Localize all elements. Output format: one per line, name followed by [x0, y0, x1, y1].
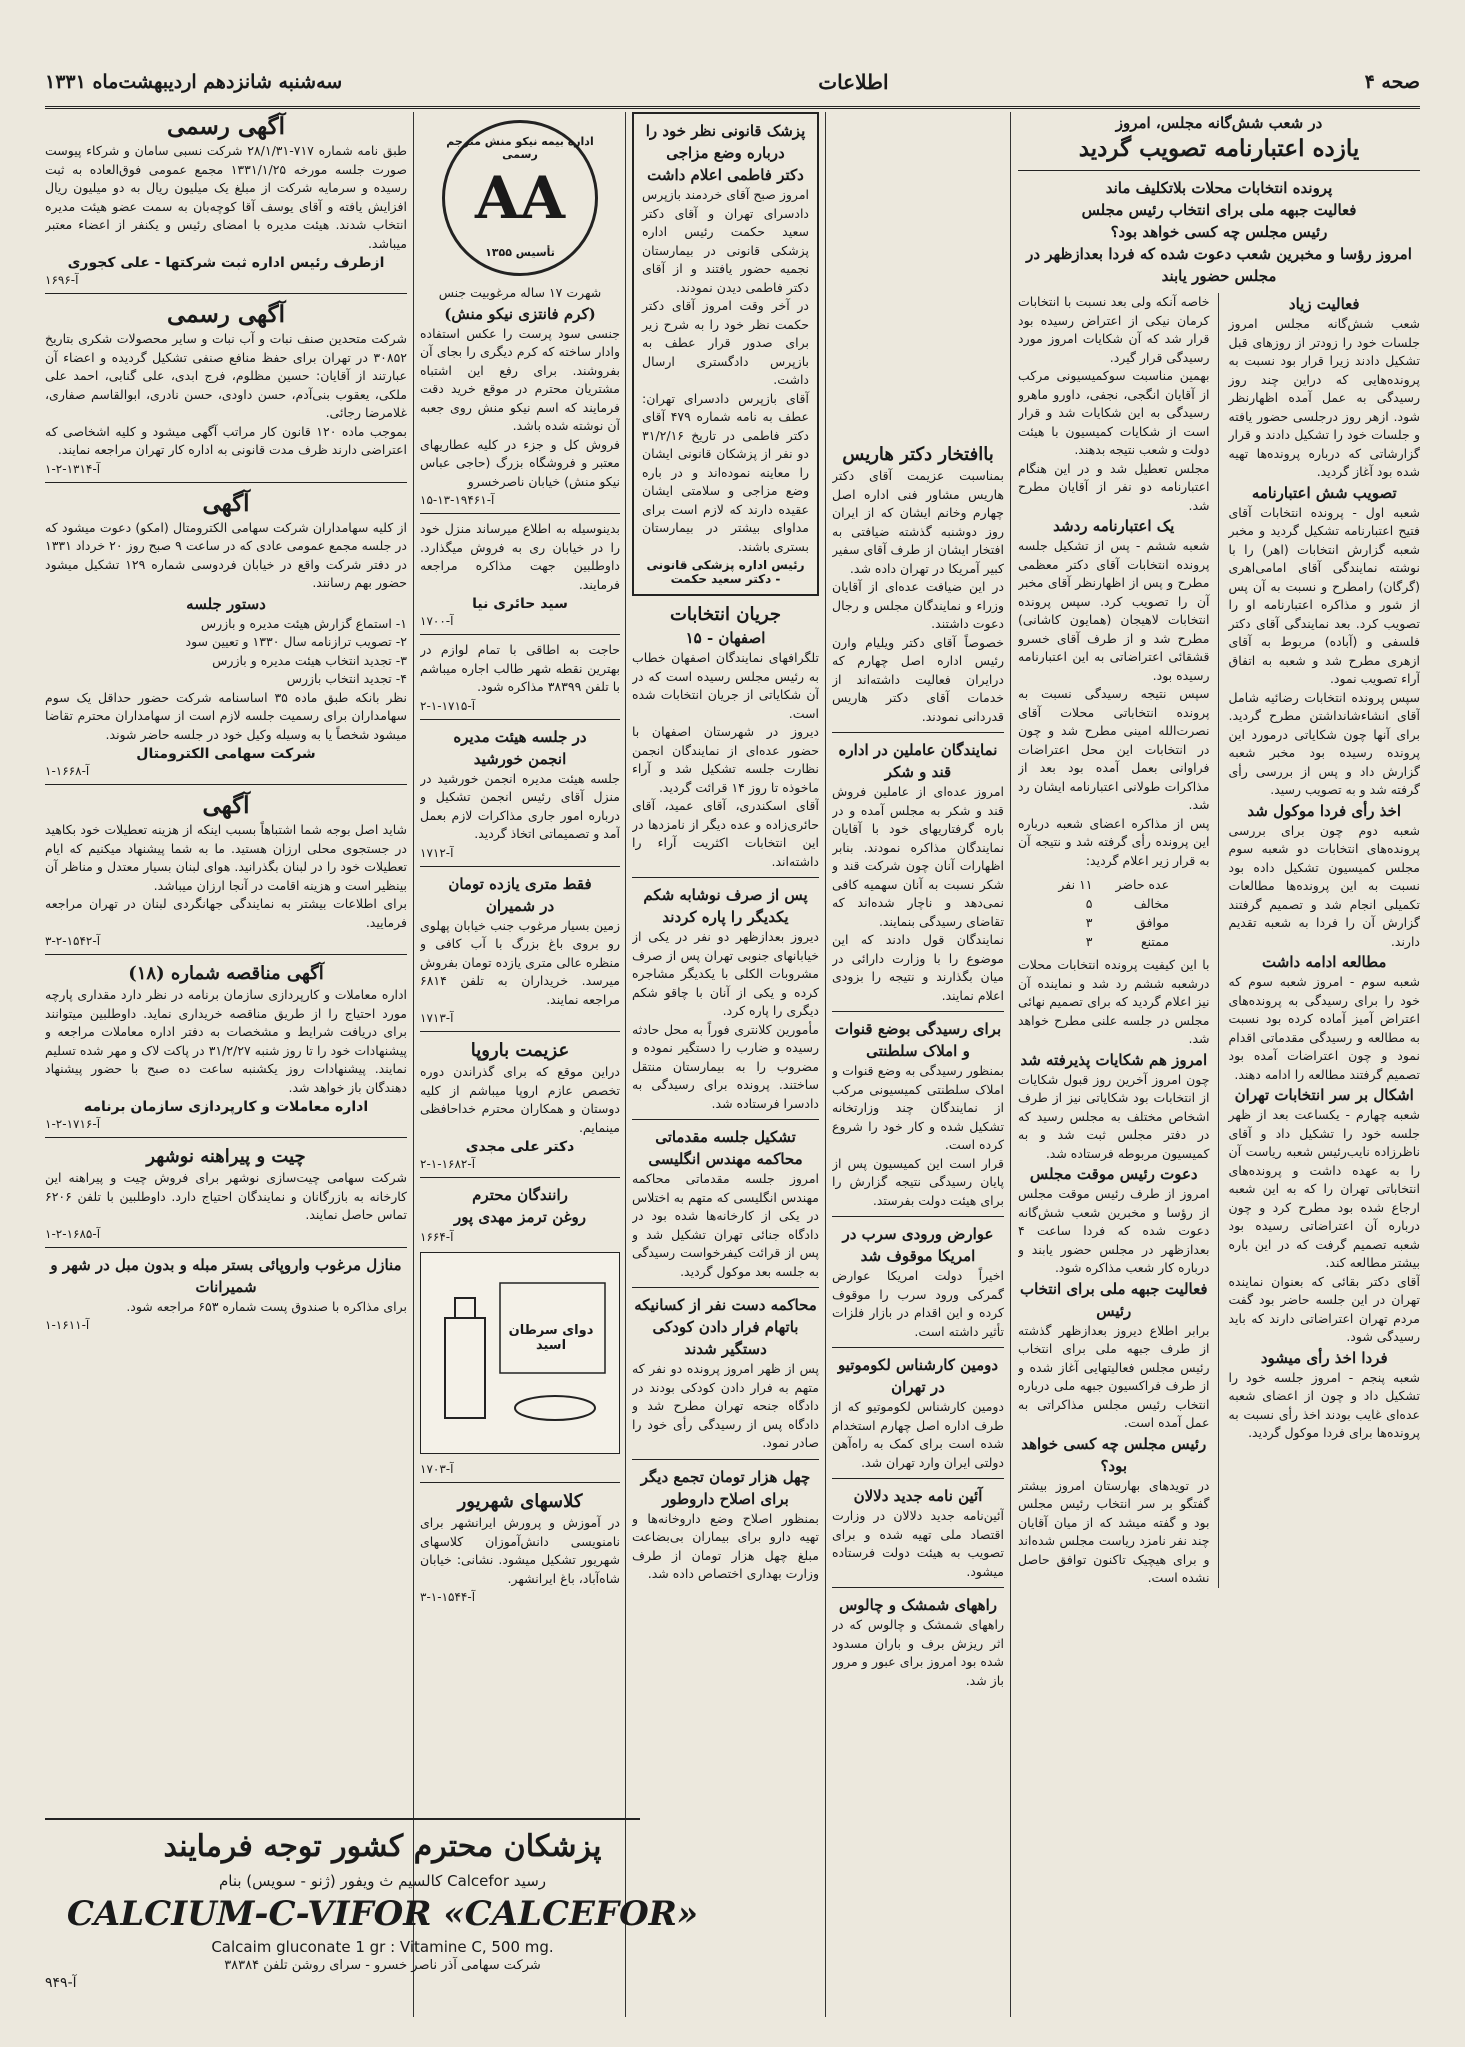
- paragraph: برای اطلاعات بیشتر به نمایندگی جهانگردی لبنان در تهران مراجعه فرمایید.: [45, 896, 407, 930]
- divider: [832, 1216, 1004, 1217]
- section-heading: مطالعه ادامه داشت: [1262, 953, 1387, 971]
- paragraph: قرار است این کمیسیون پس از پایان رسیدگی نتیجه گزارش را برای هیئت دولت بفرستد.: [832, 1155, 1004, 1208]
- paragraph: دراین موقع که برای گذراندن دوره تخصص عازم اروپا میباشم از کلیه دوستان و همکاران محترم خداحافظی مینمایم.: [420, 1064, 620, 1135]
- paragraph: با این کیفیت پرونده انتخابات محلات درشعبه ششم رد شد و نماینده آن نیز اعلام گردید که برای تصمیم نهائی مجلس در جلسه علنی مطرح خواهد شد.: [1018, 957, 1210, 1046]
- headline: پس از صرف نوشابه شکم: [643, 886, 808, 904]
- ad-ref: آ-۱۹۴۶۱-۱۳-۱۵: [420, 493, 495, 507]
- two-column-body: [1018, 293, 1420, 1588]
- paragraph: سپس پرونده انتخابات رضائیه شامل آقای انشاءشانداشتن مطرح گردید. برای آنها چون شکایاتی درمورد این پرونده رسیده بود مخبر شعبه گزارش داد و پس از بررسی رأی گرفته شد و به تصویب رسید.: [1228, 689, 1420, 797]
- header-rule: [45, 106, 1420, 109]
- section-heading: رئیس مجلس چه کسی خواهد بود؟: [1021, 1434, 1207, 1475]
- headline: یکدیگر را پاره کردند: [662, 908, 789, 926]
- paragraph: شعبه اول - پرونده انتخابات آقای فتیح اعتبارنامه تشکیل گردید و مخبر شعبه گزارش انتخابات (اهر) را با نوشته نمایندگی آقای امامی‌اهری (گرگان) رامطرح و نسبت به آن پس از شور و مذاکره اعتبارنامه او را تصویب کرد. بعد نمایندگی آقای دکتر فلسفی و (آباده) مربوط به آقای ازهری مطرح شد و شعبه به اتفاق آراء تصویب نمود.: [1228, 504, 1420, 686]
- ad-title: منازل مرغوب واروپائی بستر مبله و بدون مبل در شهر و شمیرانات: [50, 1255, 402, 1296]
- medicine-bottle-icon: [425, 1258, 615, 1448]
- agenda-item: ۲- تصویب ترازنامه سال ۱۳۳۰ و تعیین سود: [185, 634, 407, 649]
- divider: [45, 784, 407, 785]
- divider: [832, 732, 1004, 733]
- divider: [45, 1137, 407, 1138]
- ad-title: آگهی رسمی: [167, 301, 285, 328]
- divider: [420, 1177, 620, 1178]
- agenda-item: ۴- تجدید انتخاب بازرس: [286, 671, 407, 686]
- headline: نمایندگان عاملین در اداره قند و شکر: [838, 741, 998, 781]
- paragraph: شعبه چهارم - یکساعت بعد از ظهر جلسه خود را تشکیل داد و آقای ناظرزاده نایب‌رئیس شعبه ریاست آن را به عهده داشت و پرونده‌های انتخاباتی تهران را که به این شعبه ارجاع شده بود مطرح کرد و چون درباره آن اعتراضاتی رسیده بود شعبه تصمیم گرفت که در این باره بیشتر مطالعه کند.: [1228, 1107, 1420, 1270]
- paragraph: بهمین مناسبت سوکمیسیونی مرکب از آقایان انگجی، نجفی، داورو ماهرو رسیدگی به این شکایات شد و قرار است از شکایات کمیسیون با هیئت دولت و شعب نتیجه بدهند.: [1018, 368, 1210, 457]
- ad-ref: آ-۱۷۰۳: [420, 1462, 454, 1476]
- headline: دومین کارشناس لکوموتیو در تهران: [837, 1356, 999, 1396]
- ad-title: آگهی مناقصه شماره (۱۸): [128, 963, 324, 984]
- medicine-ad-illustration: [420, 1252, 620, 1454]
- section-heading: فعالیت جبهه ملی برای انتخاب رئیس: [1019, 1279, 1208, 1320]
- logo-monogram: AA: [475, 164, 566, 232]
- signature: سید حائری نیا: [472, 596, 568, 612]
- paragraph: بمنظور رسیدگی به وضع قنوات و املاک سلطنتی کمیسیونی مرکب از نمایندگان چند وزارتخانه تشکیل شده و کار خود را شروع کرده است.: [832, 1063, 1004, 1152]
- headline: باافتخار دکتر هاریس: [842, 444, 994, 465]
- column-divider: [413, 112, 414, 2017]
- agenda-heading: دستور جلسه: [186, 594, 266, 613]
- calcefor-ad: [45, 1826, 720, 2016]
- paragraph: دیروز در شهرستان اصفهان با حضور عده‌ای از نمایندگان انجمن نظارت جلسه تشکیل شد و آراء ماخوذه تا روز ۱۴ قرائت گردید.: [632, 724, 819, 795]
- body-column-right: [1229, 293, 1421, 1588]
- vote-table: [1055, 874, 1172, 952]
- ad-ref: آ-۱۶۶۸-۱: [45, 764, 90, 778]
- vote-row: ممتنع ۳: [1085, 934, 1170, 949]
- paragraph: در آخر وقت امروز آقای دکتر حکمت نظر خود را به شرح زیر برای صدور قرار عطف به بازپرس دادگستری ارسال داشت.: [642, 298, 809, 387]
- paragraph: پس از ظهر امروز پرونده دو نفر که متهم به فرار دادن کودکی بودند در دادگاه جنحه تهران مطرح شد و دادگاه پس از رسیدگی رأی خود را صادر نمود.: [632, 1361, 819, 1450]
- body-column-left: [1018, 293, 1219, 1588]
- spacer: [832, 112, 1004, 442]
- vote-row: مخالف ۵: [1085, 896, 1170, 911]
- section-heading: تصویب شش اعتبارنامه: [1251, 483, 1397, 502]
- column-divider: [825, 112, 826, 2017]
- paragraph: آقای بازپرس دادسرای تهران: عطف به نامه شماره ۴۷۹ آقای دکتر فاطمی در تاریخ ۳۱/۲/۱۶ دو نفر از پزشکان قانونی ایشان را معاینه نموده‌اند و در باره وضع مزاجی و سلامتی ایشان عقیده دارند که لازم است برای مداوای بیشتر در بیمارستان بستری باشند.: [642, 390, 809, 554]
- divider: [420, 634, 620, 635]
- paragraph: جنسی سود پرست را عکس استفاده وادار ساخته که کرم دیگری را بجای آن بفروشند. برای رفع این اشتباه مشتریان محترم در موقع خرید دقت فرمایند که اسم نیکو منش روی جعبه آن نوشته شده باشد.: [420, 325, 620, 433]
- paragraph: پس از مذاکره اعضای شعبه درباره این پرونده رأی گرفته شد و نتیجه آن به قرار زیر اعلام گردید:: [1018, 815, 1210, 868]
- paragraph: شعبه دوم چون برای بررسی پرونده‌های انتخابات دو شعبه سوم مجلس کمیسیون تشکیل داده بود نسبت به این پرونده‌ها مطالعات تکمیلی انجام شد و تصمیم گرفتند گزارش آن را فردا به شعبه تقدیم دارند.: [1228, 822, 1420, 949]
- ad-ref: آ-۱۷۱۲: [420, 845, 454, 860]
- headline: دکتر فاطمی اعلام داشت: [647, 166, 804, 184]
- company-logo: [442, 120, 598, 276]
- ad-ref: آ-۱۷۱۳: [420, 1011, 454, 1025]
- divider: [632, 1119, 819, 1120]
- masthead: [45, 60, 1420, 104]
- paragraph: شعبه پنجم - امروز جلسه خود را تشکیل داد و چون از اعضای شعبه عده‌ای غایب بودند اخذ رأی نسبت به پرونده‌ها برای فردا موکول گردید.: [1228, 1369, 1420, 1440]
- paragraph: اخیراً دولت امریکا عوارض گمرکی ورود سرب را موقوف کرده و این اقدام در بازار فلزات تأثیر داشته است.: [832, 1268, 1004, 1339]
- subheadline: رئیس مجلس چه کسی خواهد بود؟: [1110, 223, 1328, 241]
- divider: [832, 1347, 1004, 1348]
- ad-title: رانندگان محترم: [472, 1186, 568, 1204]
- ad-title: فقط متری یازده تومان: [448, 874, 592, 893]
- logo-text: اداره بیمه نیکو منش مترجم رسمی: [446, 135, 594, 161]
- ad-ref: آ-۱۷۱۶-۲-۱: [45, 1117, 101, 1131]
- paragraph: سپس نتیجه رسیدگی نسبت به پرونده انتخاباتی محلات آقای نصرت‌الله امینی مطرح شد و چون در انتخابات این محل اعتراضات فراوانی بعمل آمده بود بعد از مذاکرات طولانی اعتبارنامه ایشان رد شد.: [1018, 686, 1210, 812]
- column-divider: [1010, 112, 1011, 2017]
- divider: [45, 482, 407, 483]
- ad-title: (کرم فانتزی نیکو منش): [444, 304, 596, 323]
- paragraph: شعبه سوم - امروز شعبه سوم که خود را برای رسیدگی به پرونده‌های اعتراض آمیز آماده کرده بود نسبت به مطالعه و رسیدگی مقدماتی اقدام نمود و چون اعتراضات آمده بود تصمیم گرفتند مطالعه را ادامه دهند.: [1228, 974, 1420, 1082]
- paragraph: آئین‌نامه جدید دلالان در وزارت اقتصاد ملی تهیه شده و برای تصویب به هیئت دولت فرستاده میشود.: [832, 1508, 1004, 1579]
- vote-row: عده حاضر ۱۱ نفر: [1058, 877, 1170, 892]
- subheadline: فعالیت جبهه ملی برای انتخاب رئیس مجلس: [1081, 201, 1357, 219]
- headline: باتهام فرار دادن کودکی: [652, 1318, 799, 1336]
- ad-subline: کالسیم ث ویفور (ژنو - سویس) بنام Calcefor رسید: [218, 1872, 547, 1890]
- paragraph: از کلیه سهامداران شرکت سهامی الکترومتال (امکو) دعوت میشود که در جلسه مجمع عمومی عادی که در ساعت ۹ صبح روز ۲۰ خرداد ۱۳۳۱ در دفتر شرکت واقع در خیابان فردوسی شماره ۱۲۹ تشکیل میشود حضور بهم رسانند.: [45, 519, 407, 590]
- paragraph: امروز از طرف رئیس موقت مجلس از رؤسا و مخبرین شعب شش‌گانه دعوت شده که فردا ساعت ۴ بعدازظهر در مجلس حضور یابند و درباره کار شعب مذاکره شود.: [1018, 1186, 1210, 1275]
- ad-ref: آ-۱۷۱۵-۱-۲: [420, 698, 476, 713]
- paper-name: اطلاعات: [818, 70, 889, 94]
- ad-ref: آ-۱۶۱۱-۱: [45, 1318, 90, 1332]
- column-divider: [625, 112, 626, 2017]
- ad-ref: آ-۱۳۱۴-۲-۱: [45, 461, 101, 476]
- column-reports: [632, 112, 819, 2017]
- paragraph: دومین کارشناس لکوموتیو که از طرف اداره اصل چهارم استخدام شده است برای کمک به راه‌آهن دولتی ایران وارد تهران شد.: [832, 1399, 1004, 1470]
- product-name: CALCIUM-C-VIFOR «CALCEFOR»: [66, 1894, 699, 1934]
- paragraph: خاصه آنکه ولی بعد نسبت با انتخابات کرمان نیکی از اعتراض رسیده بود قرار شد که آن شکایات امروز مورد رسیدگی قرار گیرد.: [1018, 294, 1210, 365]
- paragraph: شرکت متحدین صنف نبات و آب نبات و سایر محصولات شکری بتاریخ ۳۰۸۵۲ در تهران برای حفظ منافع صنفی تشکیل گردیده و اعضاء آن عبارتند از آقایان: حسین مظلوم، فرج ابدی، علی گنابی، احمد علی ملکی، یعقوب بنی‌آدم، حسن داودی، حسن نادری، ابوالقاسم صفاری، غلامرضا رجائی.: [45, 331, 407, 420]
- paragraph: مجلس تعطیل شد و در این هنگام اعتبارنامه دو نفر از آقایان مطرح شد.: [1018, 460, 1210, 513]
- headline: تشکیل جلسه مقدماتی: [655, 1128, 796, 1146]
- section-heading: فعالیت زیاد: [1288, 295, 1360, 313]
- paragraph: تلگرافهای نمایندگان اصفهان خطاب به رئیس مجلس رسیده است که در آن شکایاتی از جریان انتخابات شده است.: [632, 650, 819, 721]
- product-composition: Calcaim gluconate 1 gr : Vitamine C, 500 mg.: [211, 1938, 554, 1956]
- headline: چهل هزار تومان تجمع دیگر: [640, 1467, 811, 1486]
- divider: [45, 293, 407, 294]
- headline: پزشک قانونی نظر خود را درباره وضع مزاجی: [645, 122, 806, 162]
- paragraph: اداره معاملات و کارپردازی سازمان برنامه در نظر دارد مقداری پارچه مورد احتیاج را از طریق مناقصه خریداری نماید. داوطلبین میتوانند برای دریافت شرایط و مشخصات به دفتر اداره معاملات مراجعه و پیشنهادات خود را تا روز شنبه ۳۱/۲/۲۷ در پاکت لاک و مهر شده تسلیم نمایند. پیشنهادات روز یکشنبه ساعت ده صبح با حضور پیشنهاد دهندگان باز خواهد شد.: [45, 987, 407, 1095]
- divider: [1018, 170, 1420, 171]
- headline: عوارض ورودی سرب در امریکا موقوف شد: [842, 1225, 994, 1265]
- column-official-ads: [45, 112, 407, 1812]
- ad-ref: آ-۱۶۶۴: [420, 1230, 454, 1244]
- headline: آئین نامه جدید دلالان: [853, 1487, 983, 1505]
- signature: شرکت سهامی الکترومتال: [136, 746, 316, 762]
- column-parliament: [1018, 112, 1420, 2017]
- ad-ref: آ-۱۵۴۴-۱-۳: [420, 1590, 476, 1604]
- issue-date: سه‌شنبه شانزدهم اردیبهشت‌ماه ۱۳۳۱: [45, 71, 343, 93]
- divider: [420, 866, 620, 867]
- headline: برای رسیدگی بوضع قنوات و املاک سلطنتی: [834, 1020, 1002, 1060]
- ad-title: آگهی: [202, 792, 250, 819]
- paragraph: بدینوسیله به اطلاع میرساند منزل خود را در خیابان ری به فروش میگذارد. داوطلبین جهت مذاکره مراجعه فرمایند.: [420, 521, 620, 592]
- paragraph: بمناسبت عزیمت آقای دکتر هاریس مشاور فنی اداره اصل چهارم وخانم ایشان که از ایران روز دوشنبه گذشته ضیافتی به افتخار ایشان از طرف آقای سفیر کبیر آمریکا در تهران داده شد.: [832, 468, 1004, 576]
- paragraph: در آموزش و پرورش ایرانشهر برای نامنویسی دانش‌آموزان کلاسهای شهریور تشکیل میشود. نشانی: خیابان شاه‌آباد، باغ ایرانشهر.: [420, 1515, 620, 1586]
- divider: [420, 1031, 620, 1032]
- paragraph: شهرت ۱۷ ساله مرغوبیت جنس: [438, 285, 602, 300]
- divider: [832, 1011, 1004, 1012]
- paragraph: نمایندگان قول دادند که این موضوع را با وزارت دارائی در میان بگذارند و نتیجه را بزودی اعلام نمایند.: [832, 932, 1004, 1003]
- section-heading: امروز هم شکایات پذیرفته شد: [1020, 1050, 1208, 1069]
- paragraph: شعب شش‌گانه مجلس امروز جلسات خود را زودتر از روزهای قبل تشکیل دادند زیرا قرار بود نسبت به پرونده‌هایی که دراین چند روز رسیدگی به عمل آمده اظهارنظر شود. ازهر روز درجلسی حضور یافته و جلسات خود را تشکیل دادند و قرار گزارشاتی که درباره پرونده‌ها تهیه شده بود آغاز گردید.: [1228, 316, 1420, 479]
- boxed-article: [632, 112, 819, 596]
- divider: [420, 719, 620, 720]
- divider: [832, 1587, 1004, 1588]
- signature: اداره معاملات و کارپردازی سازمان برنامه: [83, 1099, 369, 1115]
- headline: محاکمه مهندس انگلیسی: [648, 1150, 803, 1168]
- subheadline: پرونده انتخابات محلات بلاتکلیف ماند: [1105, 179, 1333, 197]
- paragraph: آقای دکتر بقائی که بعنوان نماینده تهران در این جلسه حاضر بود گفت مردم تهران اعتراضاتی دارند که باید رسیدگی شود.: [1228, 1273, 1420, 1344]
- paragraph: حاجت به اطاقی با تمام لوازم در بهترین نقطه شهر طالب اجاره میباشم با تلفن ۳۸۳۹۹ مذاکره شود.: [420, 642, 620, 694]
- paragraph: چون امروز آخرین روز قبول شکایات از انتخابات بود شکایاتی نیز از طرف اشخاص مختلف به مجلس رسید که در دفتر مجلس ثبت شد و به کمیسیون مربوطه فرستاده شد.: [1018, 1071, 1210, 1161]
- ad-ref: آ-۱۶۸۵-۲-۱: [45, 1226, 101, 1241]
- agenda-item: ۱- استماع گزارش هیئت مدیره و بازرس: [200, 615, 407, 631]
- paragraph: جلسه هیئت مدیره انجمن خورشید در منزل آقای رئیس انجمن تشکیل و درباره امور جاری مذاکرات لازم بعمل آمد و تصمیماتی اتخاذ گردید.: [420, 770, 620, 841]
- paragraph: زمین بسیار مرغوب جنب خیابان پهلوی رو بروی باغ بزرگ با آب کافی و منظره عالی متری یازده تومان بفروش میرسد. خریداران به تلفن ۶۸۱۴ مراجعه نمایند.: [420, 917, 620, 1007]
- headline-kicker: در شعب شش‌گانه مجلس، امروز: [1115, 114, 1323, 132]
- ad-ref: آ-۱۵۴۲-۲-۳: [45, 934, 101, 948]
- paragraph: امروز صبح آقای خردمند بازپرس دادسرای تهران و آقای دکتر سعید حکمت رئیس اداره پزشکی قانونی در بیمارستان نجمیه حضور یافتند و از آقای دکتر فاطمی دیدن نمودند.: [642, 187, 809, 295]
- paragraph: مأمورین کلانتری فوراً به محل حادثه رسیده و ضارب را دستگیر نموده و مضروب را به بیمارستان منتقل ساختند. پرونده برای رسیدگی به دادسرا فرستاده شد.: [632, 1021, 819, 1111]
- ad-ref: آ-۱۶۹۶: [45, 273, 79, 287]
- section-heading: یک اعتبارنامه ردشد: [1053, 517, 1175, 535]
- signature: رئیس اداره پزشکی قانونی - دکتر سعید حکمت: [646, 558, 805, 586]
- column-news: [832, 112, 1004, 2017]
- paragraph: برای مذاکره با صندوق پست شماره ۶۵۳ مراجعه شود.: [126, 1298, 407, 1314]
- divider: [832, 1478, 1004, 1479]
- paragraph: راههای شمشک و چالوس که در اثر ریزش برف و باران مسدود شده بود امروز برای عبور و مرور باز شد.: [832, 1617, 1004, 1688]
- vote-row: موافق ۳: [1085, 915, 1170, 930]
- divider: [420, 513, 620, 514]
- divider: [632, 877, 819, 878]
- column-ads-middle: [420, 112, 620, 1812]
- ad-title: کلاسهای شهریور: [457, 1491, 583, 1512]
- subheadline: اصفهان - ۱۵: [685, 629, 766, 647]
- medicine-ad-text: دوای سرطان اسید: [508, 1323, 594, 1353]
- logo-text: تأسیس ۱۳۵۵: [485, 246, 555, 259]
- signature: ازطرف رئیس اداره ثبت شرکتها - علی کجوری: [67, 255, 385, 271]
- paragraph: در تویدهای بهارستان امروز بیشتر گفتگو بر سر انتخاب رئیس مجلس بود و گفته میشد که از میان آقایان چند نفر نامزد ریاست مجلس شده‌اند و برای هیچیک تاکنون توافق حاصل نشده است.: [1018, 1477, 1210, 1585]
- paragraph: بموجب ماده ۱۲۰ قانون کار مراتب آگهی میشود و کلیه اشخاصی که اعتراضی دارند ظرف مدت قانونی به اداره کار تهران مراجعه نمایند.: [45, 423, 407, 457]
- headline: محاکمه دست نفر از کسانیکه: [634, 1296, 817, 1314]
- paragraph: آقای اسکندری، آقای عمید، آقای حائری‌زاده و عده دیگر از نامزدها در این انتخابات اکثریت آراء را داشته‌اند.: [632, 798, 819, 869]
- section-heading: دعوت رئیس موقت مجلس: [1029, 1165, 1198, 1183]
- paragraph: شرکت سهامی چیت‌سازی نوشهر برای فروش چیت و پیراهنه این کارخانه به بازرگانان و نمایندگان احتیاج دارد. داوطلبین با تلفن ۶۲۰۶ تماس حاصل نمایند.: [45, 1170, 407, 1222]
- paragraph: نظر بانکه طبق ماده ۳۵ اساسنامه شرکت حضور حداقل یک سوم سهامداران برای رسمیت جلسه لازم است از سهامداران محترم تقاضا میشود شخصاً یا به وسیله وکیل خود در جلسه حاضر شوند.: [45, 689, 407, 742]
- paragraph: شاید اصل بوجه شما اشتباهاً بسبب اینکه از هزینه تعطیلات خود بکاهید در جستجوی محلی ارزان هستید. ما به شما پیشنهاد میکنیم که ایام تعطیلات خود را در لبنان بگذرانید. هوای لبنان بسیار معتدل و مناظر آن بینظیر است و هزینه اقامت در آنجا ارزان میباشد.: [45, 822, 407, 893]
- paragraph: امروز جلسه مقدماتی محاکمه مهندس انگلیسی که متهم به اختلاس در یکی از کارخانه‌ها شده بود در دادگاه جنائی تهران تشکیل شد و پس از قرائت کیفرخواست رسیدگی به جلسه بعد موکول گردید.: [632, 1171, 819, 1279]
- headline: راههای شمشک و چالوس: [839, 1596, 997, 1614]
- paragraph: دیروز بعدازظهر دو نفر در یکی از خیابانهای جنوبی تهران پس از صرف مشروبات الکلی با یکدیگر مشاجره کرده و یکی از آنان با چاقو شکم دیگری را پاره کرد.: [632, 929, 819, 1018]
- ad-ref: آ-۱۷۰۰: [420, 614, 454, 628]
- agenda-item: ۳- تجدید انتخاب هیئت مدیره و بازرس: [212, 652, 407, 668]
- ad-title: در جلسه هیئت مدیره: [453, 727, 587, 746]
- headline: دستگیر شدند: [684, 1340, 767, 1358]
- paragraph: طبق نامه شماره ۷۱۷-۲۸/۱/۳۱ شرکت نسبی سامان و شرکاء پیوست صورت جلسه مورخه ۱۳۳۱/۱/۲۵ مجمع عمومی فوق‌العاده به ثبت رسیده و سرمایه شرکت از مبلغ یک میلیون ریال به دو میلیون ریال افزایش یافته و آقای یوسف آقا کوچه‌بان به سمت عضو هیئت مدیره انتخاب شدند. هیئت مدیره با امضای رئیس و یکنفر از اعضاء معتبر میباشد.: [45, 143, 407, 251]
- ad-ref: آ-۹۴۹: [45, 1975, 77, 1991]
- ad-title: روغن ترمز مهدی پور: [454, 1208, 586, 1226]
- section-heading: فردا اخذ رأی میشود: [1260, 1348, 1388, 1367]
- divider: [632, 1287, 819, 1288]
- ad-title: عزیمت باروپا: [470, 1040, 570, 1061]
- paragraph: فروش کل و جزء در کلیه عطاریهای معتبر و فروشگاه بزرگ (حاجی عباس نیکو منش) خیابان ناصرخسرو: [420, 436, 620, 489]
- paragraph: برابر اطلاع دیروز بعدازظهر گذشته از طرف جبهه ملی برای انتخاب رئیس مجلس فعالیتهایی آغاز شده و از طرف فراکسیون جبهه ملی درباره انتخاب رئیس مجلس مذاکراتی به عمل آمده است.: [1018, 1322, 1210, 1430]
- ad-ref: آ-۱۶۸۲-۱-۲: [420, 1157, 476, 1171]
- distributor: شرکت سهامی آذر ناصر خسرو - سرای روشن تلفن ۳۸۳۸۴: [224, 1958, 541, 1973]
- divider: [632, 1459, 819, 1460]
- paragraph: شعبه ششم - پس از تشکیل جلسه پرونده انتخابات آقای دکتر معظمی مطرح و پس از اظهارنظر آقای مخبر آن را تصویب کرد. سپس پرونده انتخابات لاهیجان (همایون کاشانی) مطرح شد و از طرف آقای خسرو قشقائی اعتراضاتی به این اعتبارنامه رسیده بود.: [1018, 538, 1210, 683]
- paragraph: در این ضیافت عده‌ای از آقایان وزراء و نمایندگان مجلس و رجال دعوت داشتند.: [832, 579, 1004, 631]
- ad-headline: پزشکان محترم کشور توجه فرمایند: [163, 1829, 602, 1864]
- ad-title: چیت و پیراهنه نوشهر: [146, 1146, 306, 1167]
- headline-main: یازده اعتبارنامه تصویب گردید: [1078, 135, 1360, 162]
- paragraph: امروز عده‌ای از عاملین فروش قند و شکر به مجلس آمده و در باره گرفتاریهای خود با آقایان نمایندگان مذاکره نمودند. بنابر اظهارات آنان چون شرکت قند و شکر نسبت به آنان سهمیه کافی نمی‌دهد و ناچار شده‌اند که تقاضای رسیدگی بنمایند.: [832, 784, 1004, 929]
- ad-title: آگهی: [202, 489, 250, 517]
- page-number: صحه ۴: [1364, 71, 1420, 93]
- subheadline: امروز رؤسا و مخبرین شعب دعوت شده که فردا بعدازظهر در مجلس حضور یابند: [1026, 245, 1412, 285]
- section-heading: اخذ رأی فردا موکول شد: [1247, 801, 1402, 820]
- paragraph: بمنظور اصلاح وضع داروخانه‌ها و تهیه دارو برای بیماران بی‌بضاعت مبلغ چهل هزار تومان از طرف وزارت بهداری اختصاص داده شد.: [632, 1510, 819, 1581]
- ad-title: در شمیران: [485, 896, 555, 915]
- divider: [420, 1482, 620, 1483]
- headline: جریان انتخابات: [669, 604, 782, 625]
- headline: برای اصلاح داروطور: [662, 1489, 789, 1508]
- divider: [45, 954, 407, 955]
- divider: [45, 1247, 407, 1248]
- section-heading: اشکال بر سر انتخابات تهران: [1234, 1086, 1414, 1104]
- ad-title: آگهی رسمی: [167, 113, 285, 140]
- paragraph: خصوصاً آقای دکتر ویلیام وارن رئیس اداره اصل چهارم که درایران فعالیت داشته‌اند از خدمات آقای دکتر هاریس قدردانی نمودند.: [832, 634, 1004, 724]
- signature: دکتر علی مجدی: [465, 1139, 575, 1155]
- ad-top-rule: [45, 1818, 640, 1820]
- ad-title: انجمن خورشید: [473, 749, 567, 768]
